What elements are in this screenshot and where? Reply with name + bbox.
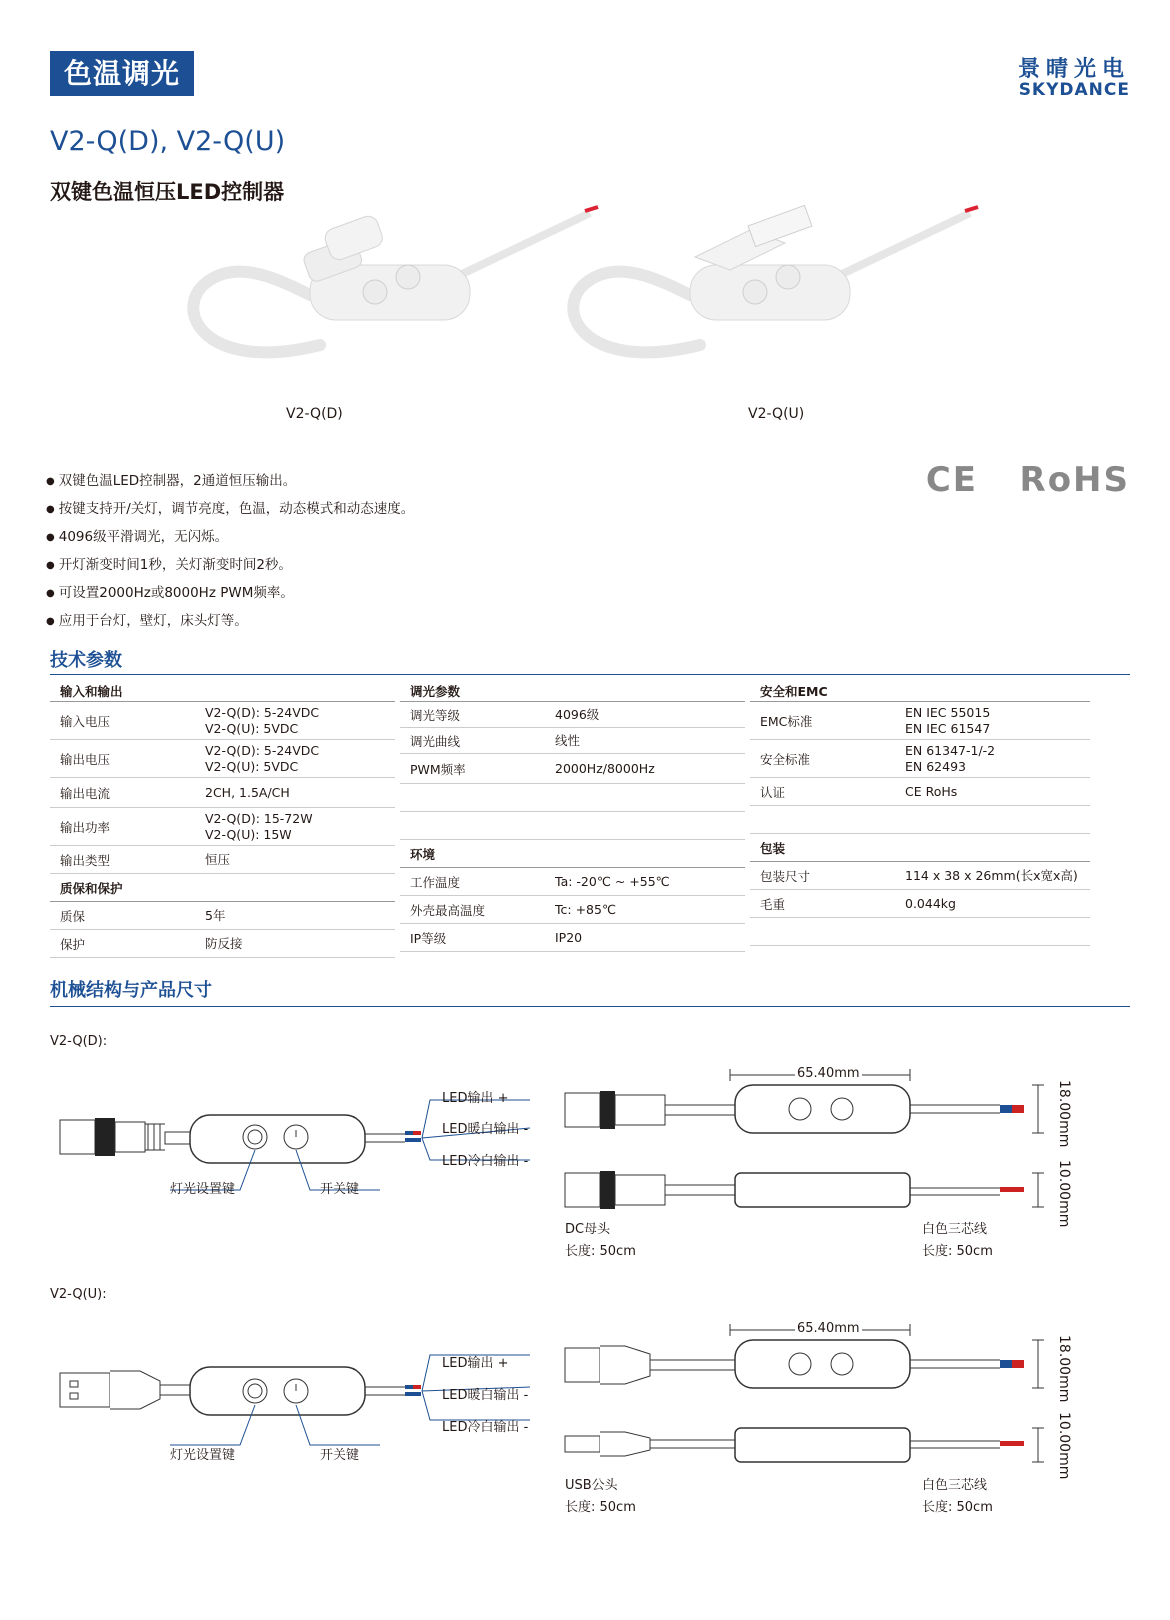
connector-name-d: DC母头 [565,1222,611,1237]
spec-group-head: 输入和输出 [50,680,395,702]
spec-group-head: 调光参数 [400,680,745,702]
spec-row-empty [400,812,745,840]
label-led-warm-u: LED暖白输出 - [442,1388,529,1403]
spec-row: PWM频率 2000Hz/8000Hz [400,754,745,784]
certification-marks [926,460,1130,500]
label-set-button-d: 灯光设置键 [170,1182,236,1197]
spec-row: 输出功率 V2-Q(D): 15-72W V2-Q(U): 15W [50,808,395,846]
spec-row: 输出电压 V2-Q(D): 5-24VDC V2-Q(U): 5VDC [50,740,395,778]
spec-group-head: 包装 [750,834,1090,862]
spec-group-head: 安全和EMC [750,680,1090,702]
model-title: V2-Q(D), V2-Q(U) [50,126,286,157]
wire-name-u: 白色三芯线 [922,1478,988,1493]
spec-group-head: 质保和保护 [50,874,395,902]
connector-length-u: 长度: 50cm [565,1500,636,1515]
label-led-plus-d: LED输出 + [442,1091,509,1106]
spec-row: 认证 CE RoHs [750,778,1090,806]
spec-row: EMC标准 EN IEC 55015 EN IEC 61547 [750,702,1090,740]
ce-mark: CE [925,460,978,500]
spec-row-empty [750,918,1090,946]
mechanical-rule [50,1006,1130,1007]
product-photo-d [193,207,598,352]
connector-name-u: USB公头 [565,1478,618,1493]
brand-name-cn: 景晴光电 [1017,57,1130,82]
mech-label-u: V2-Q(U): [50,1287,107,1302]
feature-item: ● 可设置2000Hz或8000Hz PWM频率。 [46,580,414,608]
label-led-cold-u: LED冷白输出 - [442,1420,529,1435]
label-power-button-u: 开关键 [320,1448,360,1463]
product-subtitle: 双键色温恒压LED控制器 [50,180,285,204]
spec-row: 毛重 0.044kg [750,890,1090,918]
spec-row: 保护 防反接 [50,930,395,958]
label-power-button-d: 开关键 [320,1182,360,1197]
label-led-cold-d: LED冷白输出 - [442,1154,529,1169]
category-tag: 色温调光 [50,51,194,96]
spec-column-safety [750,680,1090,946]
spec-row: IP等级 IP20 [400,924,745,952]
dim-height1-u: 18.00mm [1056,1335,1072,1403]
feature-item: ● 4096级平滑调光，无闪烁。 [46,524,414,552]
mechanical-heading: 机械结构与产品尺寸 [50,980,212,1001]
dim-height1-d: 18.00mm [1056,1080,1072,1148]
brand-name-en: SKYDANCE [1018,80,1130,100]
feature-item: ● 开灯渐变时间1秒，关灯渐变时间2秒。 [46,552,414,580]
label-led-plus-u: LED输出 + [442,1356,509,1371]
spec-row: 调光等级 4096级 [400,702,745,728]
connector-length-d: 长度: 50cm [565,1244,636,1259]
spec-row: 外壳最高温度 Tc: +85℃ [400,896,745,924]
spec-row: 质保 5年 [50,902,395,930]
spec-row: 调光曲线 线性 [400,728,745,754]
spec-row: 包装尺寸 114 x 38 x 26mm(长x宽x高) [750,862,1090,890]
spec-row: 输出电流 2CH, 1.5A/CH [50,778,395,808]
dim-width-u: 65.40mm [797,1321,860,1336]
spec-row-empty [750,806,1090,834]
spec-column-io [50,680,395,958]
dim-height2-u: 10.00mm [1056,1412,1072,1480]
spec-row: 输出类型 恒压 [50,846,395,874]
feature-item: ● 应用于台灯，壁灯，床头灯等。 [46,608,414,636]
dim-height2-d: 10.00mm [1056,1160,1072,1228]
spec-column-dimming [400,680,745,952]
feature-item: ● 按键支持开/关灯，调节亮度，色温，动态模式和动态速度。 [46,496,414,524]
spec-row: 输入电压 V2-Q(D): 5-24VDC V2-Q(U): 5VDC [50,702,395,740]
label-set-button-u: 灯光设置键 [170,1448,236,1463]
product-photos [170,195,1030,390]
product-label-u: V2-Q(U) [748,406,805,422]
wire-name-d: 白色三芯线 [922,1222,988,1237]
dim-width-d: 65.40mm [797,1066,860,1081]
wire-length-u: 长度: 50cm [922,1500,993,1515]
specs-heading: 技术参数 [50,650,122,671]
product-photo-u [573,205,978,352]
feature-list [46,468,414,636]
spec-row-empty [400,784,745,812]
wire-length-d: 长度: 50cm [922,1244,993,1259]
label-led-warm-d: LED暖白输出 - [442,1122,529,1137]
mech-label-d: V2-Q(D): [50,1034,108,1049]
spec-row: 安全标准 EN 61347-1/-2 EN 62493 [750,740,1090,778]
spec-row: 工作温度 Ta: -20℃ ~ +55℃ [400,868,745,896]
product-label-d: V2-Q(D) [286,406,343,422]
specs-rule [50,674,1130,675]
rohs-mark: RoHS [1019,460,1130,500]
feature-item: ● 双键色温LED控制器，2通道恒压输出。 [46,468,414,496]
spec-group-head: 环境 [400,840,745,868]
